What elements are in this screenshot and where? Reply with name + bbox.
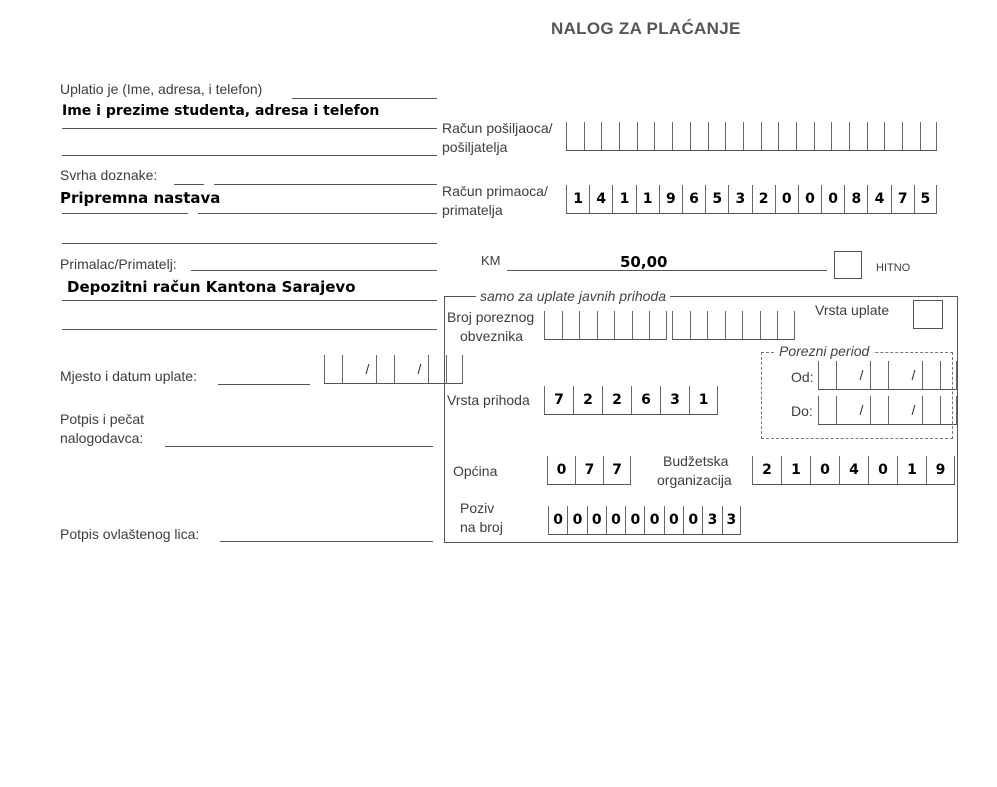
digit-cell xyxy=(884,122,902,150)
digit-cell xyxy=(761,122,779,150)
digit-cell: 9 xyxy=(926,456,955,484)
recipient-label: Primalac/Primatelj: xyxy=(60,256,177,272)
digit-cell: 0 xyxy=(606,506,625,534)
period-cell xyxy=(836,361,854,389)
digit-cell: 1 xyxy=(636,185,659,213)
period-cell xyxy=(922,396,940,424)
digit-cell: 0 xyxy=(587,506,606,534)
digit-cell: 1 xyxy=(612,185,635,213)
digit-cell: 9 xyxy=(659,185,682,213)
recipient-account-boxes[interactable] xyxy=(566,185,937,214)
signature-official-label: Potpis ovlaštenog lica: xyxy=(60,526,200,542)
reference-label-2: na broj xyxy=(460,519,503,535)
sender-account-label-2: pošiljatelja xyxy=(442,139,508,155)
digit-cell xyxy=(742,311,760,339)
purpose-label: Svrha doznake: xyxy=(60,167,158,183)
purpose-line-c xyxy=(62,213,188,214)
digit-cell xyxy=(619,122,637,150)
digit-cell: 7 xyxy=(603,456,631,484)
payer-value[interactable]: Ime i prezime studenta, adresa i telefon xyxy=(62,103,380,119)
digit-cell xyxy=(690,122,708,150)
tax-period-from-label: Od: xyxy=(791,369,814,385)
period-separator: / xyxy=(859,367,864,383)
digit-cell xyxy=(562,311,580,339)
purpose-line-e xyxy=(62,243,437,244)
reference-label-1: Poziv xyxy=(460,500,495,516)
payer-label: Uplatio je (Ime, adresa, i telefon) xyxy=(60,81,263,97)
digit-cell xyxy=(649,311,667,339)
digit-cell xyxy=(777,311,795,339)
digit-cell: 6 xyxy=(631,386,660,414)
period-cell xyxy=(888,361,906,389)
tax-period-to-label: Do: xyxy=(791,403,813,419)
period-cell xyxy=(818,361,836,389)
payment-type-box[interactable] xyxy=(913,300,943,329)
digit-cell xyxy=(778,122,796,150)
digit-cell xyxy=(597,311,615,339)
digit-cell: 5 xyxy=(914,185,937,213)
recipient-value[interactable]: Depozitni račun Kantona Sarajevo xyxy=(67,278,356,296)
public-revenue-legend: samo za uplate javnih prihoda xyxy=(476,288,670,304)
digit-cell: 0 xyxy=(567,506,586,534)
urgent-checkbox[interactable] xyxy=(834,251,862,279)
digit-cell: 4 xyxy=(839,456,868,484)
purpose-line-d xyxy=(198,213,437,214)
digit-cell xyxy=(614,311,632,339)
digit-cell: 2 xyxy=(752,185,775,213)
sender-account-label-1: Račun pošiljaoca/ xyxy=(442,120,553,136)
period-cell xyxy=(940,396,958,424)
digit-cell: 1 xyxy=(689,386,718,414)
digit-cell: 0 xyxy=(547,456,575,484)
period-separator: / xyxy=(911,402,916,418)
signature-payer-label-1: Potpis i pečat xyxy=(60,411,145,427)
digit-cell xyxy=(566,122,584,150)
period-cell xyxy=(940,361,958,389)
form-title: NALOG ZA PLAĆANJE xyxy=(551,19,741,38)
budget-org-label-1: Budžetska xyxy=(663,453,729,469)
date-separator: / xyxy=(365,361,370,377)
digit-cell: 2 xyxy=(573,386,602,414)
municipality-boxes[interactable] xyxy=(547,456,631,485)
period-cell xyxy=(818,396,836,424)
digit-cell: 1 xyxy=(781,456,810,484)
taxpayer-boxes-b[interactable] xyxy=(672,311,795,340)
digit-cell xyxy=(831,122,849,150)
digit-cell xyxy=(672,122,690,150)
digit-cell xyxy=(707,311,725,339)
digit-cell: 6 xyxy=(682,185,705,213)
digit-cell xyxy=(867,122,885,150)
digit-cell xyxy=(654,122,672,150)
signature-official-line xyxy=(220,541,433,542)
sender-account-boxes[interactable] xyxy=(566,122,937,151)
urgent-label: HITNO xyxy=(876,262,911,274)
tax-period-from-boxes[interactable] xyxy=(818,361,957,390)
digit-cell: 1 xyxy=(897,456,926,484)
place-date-label: Mjesto i datum uplate: xyxy=(60,368,197,384)
payer-line-2 xyxy=(62,128,437,129)
taxpayer-label-1: Broj poreznog xyxy=(447,309,535,325)
period-cell xyxy=(836,396,854,424)
digit-cell: 2 xyxy=(602,386,631,414)
digit-cell: 0 xyxy=(664,506,683,534)
digit-cell: 0 xyxy=(821,185,844,213)
digit-cell: 3 xyxy=(702,506,721,534)
digit-cell: 0 xyxy=(548,506,567,534)
digit-cell xyxy=(920,122,938,150)
digit-cell: 0 xyxy=(868,456,897,484)
recipient-account-label-1: Račun primaoca/ xyxy=(442,183,548,199)
digit-cell xyxy=(637,122,655,150)
date-cell xyxy=(394,355,412,383)
digit-cell xyxy=(632,311,650,339)
date-separator: / xyxy=(417,361,422,377)
digit-cell: 1 xyxy=(566,185,589,213)
period-cell xyxy=(870,396,888,424)
digit-cell: 3 xyxy=(660,386,689,414)
digit-cell: 4 xyxy=(867,185,890,213)
place-line xyxy=(218,384,310,385)
signature-payer-label-2: nalogodavca: xyxy=(60,430,144,446)
digit-cell xyxy=(584,122,602,150)
digit-cell xyxy=(902,122,920,150)
digit-cell: 7 xyxy=(575,456,603,484)
digit-cell: 2 xyxy=(752,456,781,484)
digit-cell xyxy=(760,311,778,339)
revenue-type-boxes[interactable] xyxy=(544,386,718,415)
digit-cell: 4 xyxy=(589,185,612,213)
digit-cell xyxy=(690,311,708,339)
taxpayer-boxes-a[interactable] xyxy=(544,311,667,340)
period-cell xyxy=(888,396,906,424)
digit-cell: 7 xyxy=(544,386,573,414)
date-cell xyxy=(376,355,394,383)
period-cell xyxy=(922,361,940,389)
digit-cell xyxy=(725,122,743,150)
period-cell xyxy=(870,361,888,389)
budget-org-label-2: organizacija xyxy=(657,472,732,488)
digit-cell xyxy=(708,122,726,150)
date-cell xyxy=(342,355,360,383)
digit-cell: 0 xyxy=(775,185,798,213)
taxpayer-label-2: obveznika xyxy=(460,328,524,344)
digit-cell: 0 xyxy=(810,456,839,484)
digit-cell xyxy=(796,122,814,150)
purpose-value[interactable]: Pripremna nastava xyxy=(60,189,221,207)
budget-org-boxes[interactable] xyxy=(752,456,955,485)
period-separator: / xyxy=(911,367,916,383)
digit-cell: 8 xyxy=(844,185,867,213)
tax-period-legend: Porezni period xyxy=(775,343,873,359)
digit-cell: 3 xyxy=(722,506,741,534)
municipality-label: Općina xyxy=(453,463,498,479)
payment-type-label: Vrsta uplate xyxy=(815,302,890,318)
revenue-type-label: Vrsta prihoda xyxy=(447,392,530,408)
digit-cell: 0 xyxy=(625,506,644,534)
digit-cell: 5 xyxy=(705,185,728,213)
digit-cell: 0 xyxy=(683,506,702,534)
recipient-line-1 xyxy=(191,270,437,271)
date-boxes[interactable] xyxy=(324,355,463,384)
digit-cell xyxy=(725,311,743,339)
tax-period-to-boxes[interactable] xyxy=(818,396,957,425)
purpose-line-a xyxy=(174,184,204,185)
digit-cell xyxy=(814,122,832,150)
recipient-account-label-2: primatelja xyxy=(442,202,503,218)
reference-boxes[interactable] xyxy=(548,506,741,535)
digit-cell: 3 xyxy=(728,185,751,213)
digit-cell xyxy=(672,311,690,339)
digit-cell xyxy=(601,122,619,150)
recipient-line-3 xyxy=(62,329,437,330)
digit-cell: 7 xyxy=(891,185,914,213)
digit-cell xyxy=(579,311,597,339)
signature-payer-line xyxy=(165,446,433,447)
purpose-line-b xyxy=(214,184,437,185)
period-separator: / xyxy=(859,402,864,418)
digit-cell xyxy=(544,311,562,339)
digit-cell: 0 xyxy=(798,185,821,213)
payer-line-1 xyxy=(292,98,437,99)
date-cell xyxy=(428,355,446,383)
recipient-line-2 xyxy=(62,300,437,301)
amount-value[interactable]: 50,00 xyxy=(620,253,668,271)
date-cell xyxy=(324,355,342,383)
digit-cell xyxy=(849,122,867,150)
payer-line-3 xyxy=(62,155,437,156)
amount-currency: KM xyxy=(481,253,501,268)
digit-cell xyxy=(743,122,761,150)
digit-cell: 0 xyxy=(644,506,663,534)
